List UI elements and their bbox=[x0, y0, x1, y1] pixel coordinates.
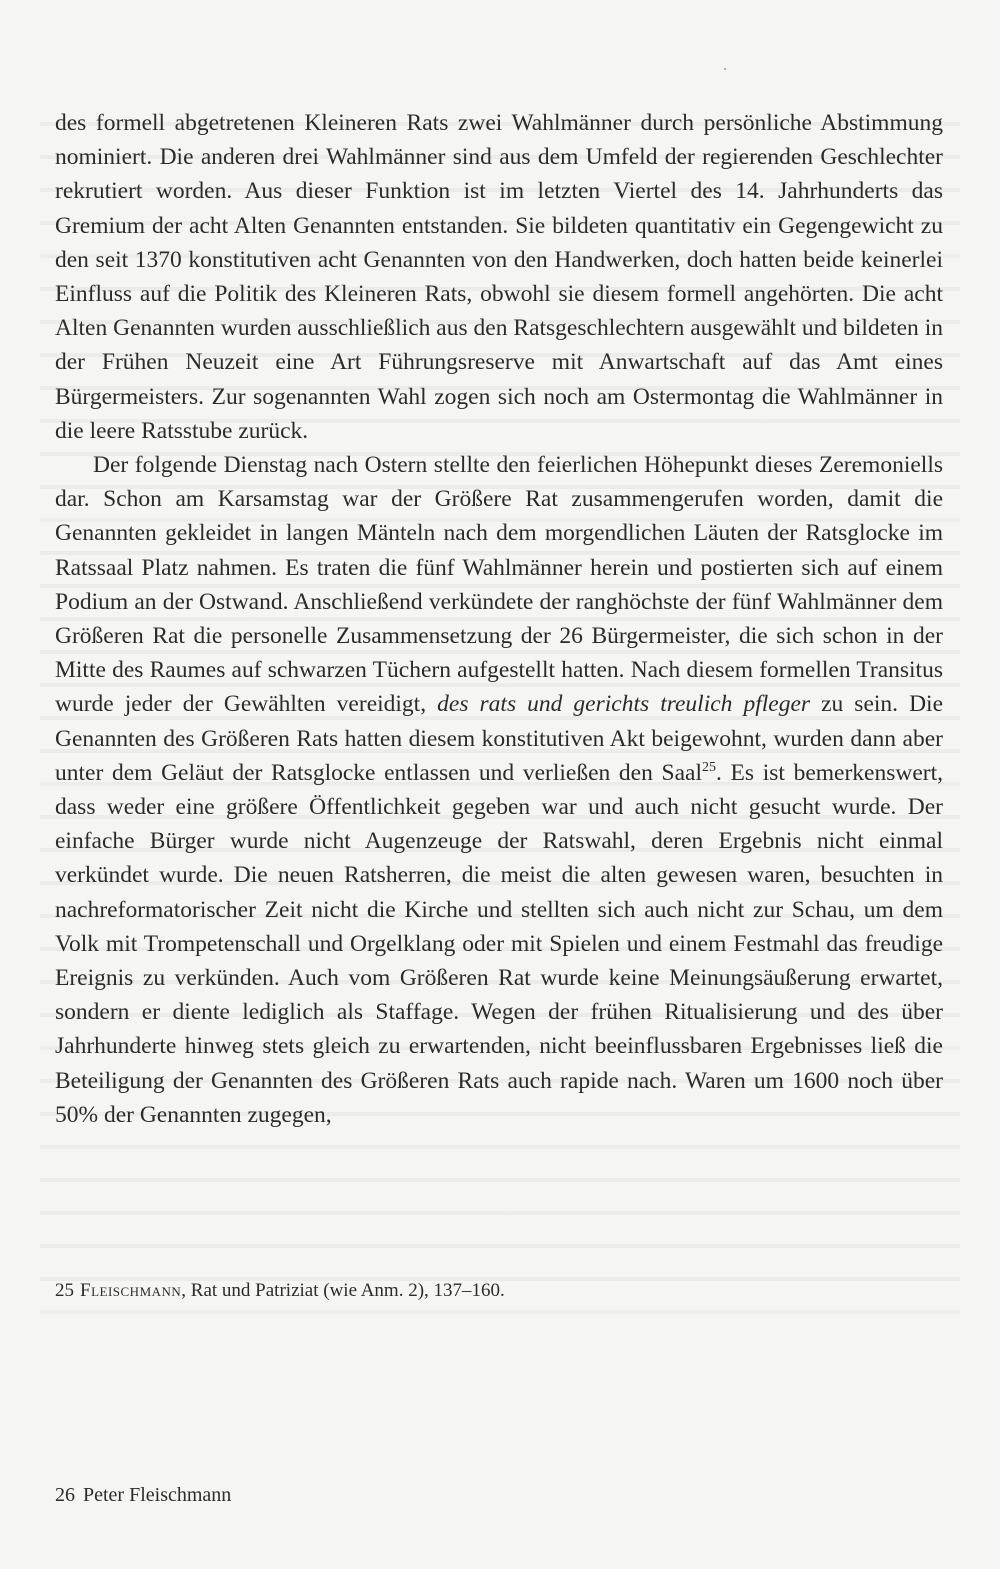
paper-speck bbox=[724, 68, 726, 70]
page-number: 26 bbox=[55, 1484, 75, 1506]
footnote-text: , Rat und Patriziat (wie Anm. 2), 137–160. bbox=[181, 1280, 505, 1301]
paragraph-1-text: des formell abgetretenen Kleineren Rats zwei Wahlmänner durch persönliche Abstimmung nominiert. Die anderen drei Wahlmänner sind aus dem Umfeld der regierenden Geschlechter rekrutiert worden. Aus dieser Funktion ist im letzten Viertel des 14. Jahrhunderts das Gremium der acht Alten Genannten entstanden. Sie bildeten quantitativ ein Gegengewicht zu den seit 1370 konstitutiven acht Genannten von den Handwerken, doch hatten beide keinerlei Einfluss auf die Politik des Kleineren Rats, obwohl sie diesem formell angehörten. Die acht Alten Genannten wurden ausschließlich aus den Ratsgeschlechtern ausgewählt und bildeten in der Frühen Neuzeit eine Art Führungsreserve mit Anwartschaft auf das Amt eines Bürgermeisters. Zur sogenannten Wahl zogen sich noch am Ostermontag die Wahlmänner in die leere Ratsstube zurück. bbox=[55, 110, 943, 444]
paragraph-1 bbox=[55, 106, 943, 448]
body-text bbox=[55, 106, 943, 1132]
paragraph-2-text-a: Der folgende Dienstag nach Ostern stellte den feierlichen Höhepunkt dieses Zeremoniells dar. Schon am Karsamstag war der Größere Rat zusammengerufen worden, damit die Genannten gekleidet in langen Mänteln nach dem morgendlichen Läuten der Ratsglocke im Ratssaal Platz nahmen. Es traten die fünf Wahlmänner herein und postierten sich auf einem Podium an der Ostwand. Anschließend verkündete der ranghöchste der fünf Wahlmänner dem Größeren Rat die personelle Zusammensetzung der 26 Bürgermeister, die sich schon in der Mitte des Raumes auf schwarzen Tüchern aufgestellt hatten. Nach diesem formellen Transitus wurde jeder der Gewählten vereidigt, bbox=[55, 452, 943, 718]
footnote-reference-25[interactable]: 25 bbox=[702, 760, 716, 776]
footnote-25 bbox=[55, 1278, 943, 1304]
oath-quote: des rats und gerichts treulich pfleger bbox=[437, 691, 811, 718]
footnote-number: 25 bbox=[55, 1280, 74, 1301]
paragraph-2-text-b: zu sein. Die Genannten des Größeren Rats hatten diesem konstitutiven Akt beigewohnt, wurden dann aber unter dem Geläut der Ratsglocke entlassen und verließen den Saal bbox=[55, 691, 944, 786]
paragraph-2-text-c: . Es ist bemerkenswert, dass weder eine größere Öffentlichkeit gegeben war und auch nicht gesucht wurde. Der einfache Bürger wurde nicht Augenzeuge der Ratswahl, deren Ergebnis nicht einmal verkündet wurde. Die neuen Ratsherren, die meist die alten gewesen waren, besuchten in nachreformatorischer Zeit nicht die Kirche und stellten sich auch nicht zur Schau, um dem Volk mit Trompetenschall und Orgelklang oder mit Spielen und einem Festmahl das freudige Ereignis zu verkünden. Auch vom Größeren Rat wurde keine Meinungsäußerung erwartet, sondern er diente lediglich als Staffage. Wegen der frühen Ritualisierung und des über Jahrhunderte hinweg stets gleich zu erwartenden, nicht beeinflussbaren Ergebnisses ließ die Beteiligung der Genannten des Größeren Rats auch rapide nach. Waren um 1600 noch über 50% der Genannten zugegen, bbox=[55, 759, 943, 1128]
page-footer bbox=[55, 1482, 231, 1508]
running-head: Peter Fleischmann bbox=[83, 1484, 232, 1506]
footnote-author: Fleischmann bbox=[80, 1280, 182, 1301]
paragraph-2 bbox=[55, 448, 943, 1132]
